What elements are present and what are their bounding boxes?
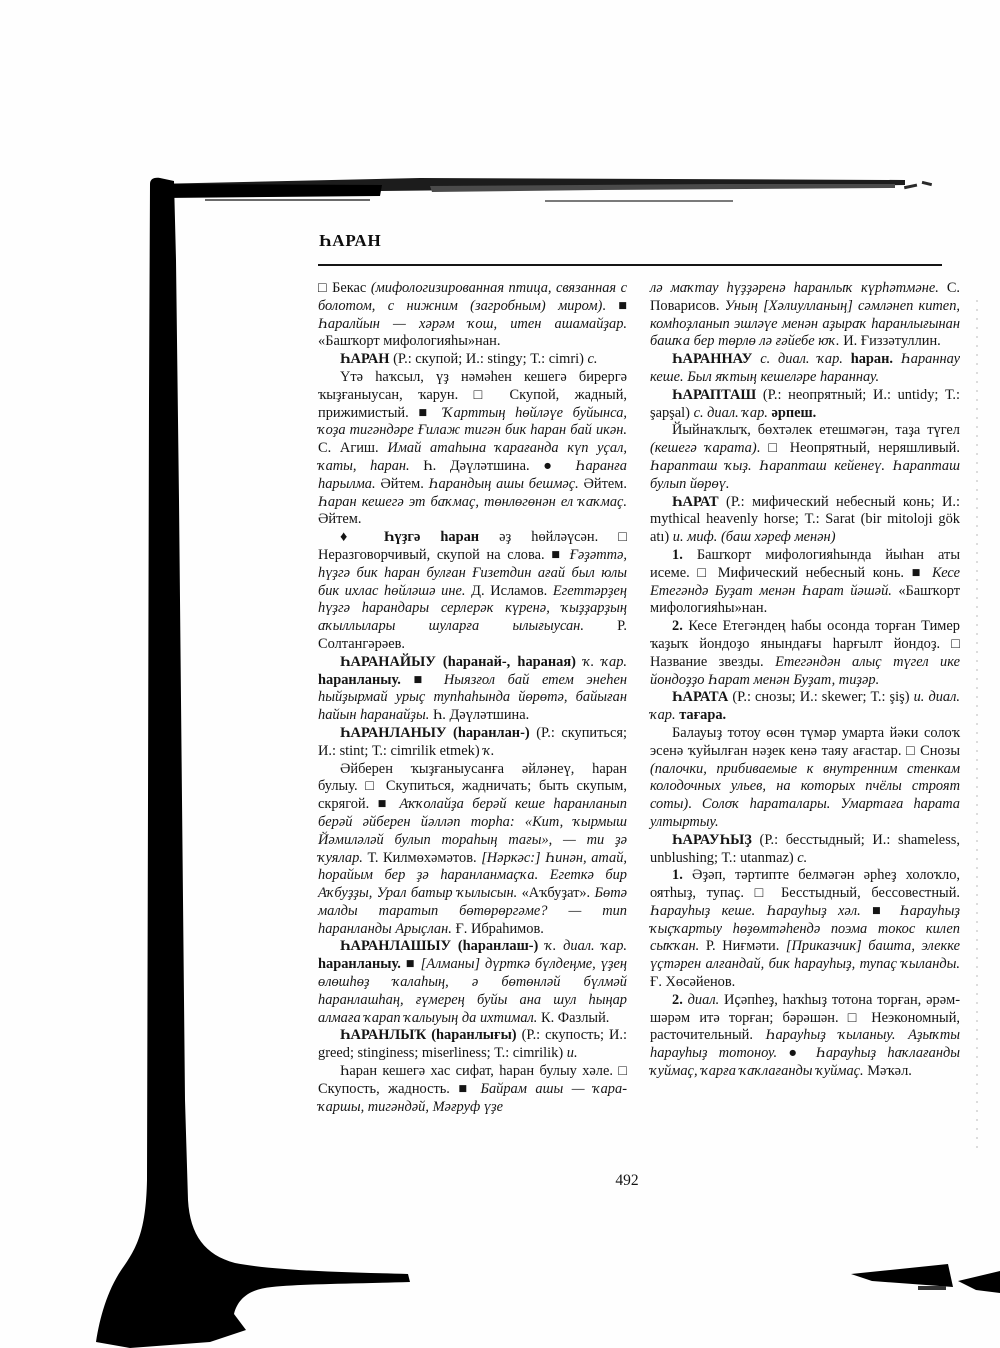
text-run: Ныязғол бай етем энеһен һыйҙырмай урыҫ тупһаһында йөрөтә, байыған һайын һаранайҙы. <box>318 671 627 724</box>
text-run: әрпеш. <box>771 404 817 421</box>
text-run: ҺАРАНЛАШЫУ (һаранлаш-) <box>340 938 546 955</box>
text-run: Уның [Хәлиулланың] сәмләнеп китеп, комһоҙланып эшләүе менән аҙыраҡ һаранлығынан башҡа бер төрлө лә ғәйебе юҡ. <box>650 297 960 350</box>
text-run: ҺАРАТ <box>672 493 719 510</box>
text-run: Һарауһыҙ ҡыҫҡартыу һөҙөмтәһендә поэма токос килеп сыҡҡан. <box>650 902 960 955</box>
text-run: лә маҡтау һүҙҙәренә һаранлыҡ күрһәтмәне. <box>650 280 939 296</box>
text-run: ● <box>777 1045 816 1062</box>
text-run: (Р.: скупость; И.: greed; stinginess; miserliness; Т.: cimrilik) <box>318 1027 627 1062</box>
text-run: К. Фазлый. <box>537 1009 610 1026</box>
text-run: ҡ. диал. ҡар. <box>545 938 627 955</box>
text-run: диал. <box>682 991 720 1008</box>
text-run: Әйтем. <box>578 475 627 492</box>
text-run: һаран. <box>850 351 894 368</box>
header-rule <box>318 264 942 266</box>
text-run: ҺАРАУҺЫҘ <box>672 831 752 848</box>
text-run: . ■ <box>602 297 627 314</box>
bottom-ink-smear <box>851 1264 953 1287</box>
dictionary-paragraph <box>650 689 960 725</box>
text-run: Һарауһыҙ һаҡлағанды ҡуймаҫ, ҡарға ҡаҡлағанды ҡуймаҫ. <box>650 1045 961 1080</box>
text-run: с. диал. ҡар. <box>693 404 772 421</box>
text-run: (Р.: неопрятный; И.: untidy; Т.: şapşal) <box>650 386 960 421</box>
text-run: Имай атаһына ҡарағанда күп уҫал, ҡаты, һаран. <box>318 440 627 474</box>
text-run: Иҫәпһеҙ, һаҡһыҙ тотона торған, әрәм-шәрәм итә торған; бәрәшән. □ Неэкономный, расточительный. <box>650 991 961 1044</box>
text-run: Һ. Дәүләтшина. <box>429 707 530 724</box>
text-run: Һаралйын — хәрәм ҡош, итен ашамайҙар. <box>318 315 627 332</box>
text-run: ҺАРАНЛАНЫУ (һаранлан-) <box>340 724 530 741</box>
text-run: «Башҡорт мифологияһы»нан. <box>650 582 960 617</box>
text-run: Кесе Етегәндең һабы осонда торған Тимер ҡаҙыҡ йондоҙо янындағы һарғылт йондоҙ. □ Название звезды. <box>650 618 960 670</box>
text-run: ҺАРАНАЙЫУ (һаранай-, һараная) <box>340 653 584 670</box>
text-run: (Р.: снозы; И.: skewer; Т.: şiş) <box>728 689 914 706</box>
text-run: «Аҡбуҙат». <box>517 885 595 902</box>
dictionary-paragraph <box>650 725 960 832</box>
dictionary-paragraph <box>318 938 627 1027</box>
text-run: Һаранға һарылма. <box>318 457 627 492</box>
text-run: Ғ. Хөсәйенов. <box>650 974 736 991</box>
text-run: и. миф. (баш хәреф менән) <box>672 529 836 546</box>
text-run: ҡ. <box>483 742 495 759</box>
dictionary-paragraph <box>650 494 960 547</box>
text-run: Аҡҡолайҙа берәй кеше һаранланып берәй әйберен йәлләп торһа: «Кит, ҡырмыш Йәмиләләй булып тораһың тағы», — ти ҙә ҡуялар. <box>318 796 627 866</box>
page-number: 492 <box>615 1172 639 1189</box>
dictionary-paragraph <box>318 280 627 351</box>
text-run: 1. <box>672 546 683 563</box>
dictionary-paragraph <box>318 351 627 369</box>
text-run: с. диал. ҡар. <box>760 351 851 368</box>
text-run: . □ Неопрятный, неряшливый. <box>756 440 960 457</box>
text-run: «Башҡорт мифологияһы»нан. <box>318 333 501 350</box>
text-run: Һарапташ ҡыҙ. Һарапташ кейенеү. Һарапташ булып йөрөү. <box>650 457 960 492</box>
dictionary-paragraph <box>650 992 960 1081</box>
text-run: һаранланыу. <box>318 671 401 688</box>
text-run: ҺАРАН <box>340 351 390 368</box>
text-run <box>893 351 901 367</box>
dictionary-paragraph <box>650 351 960 387</box>
text-run: с. <box>797 849 808 866</box>
dictionary-paragraph <box>318 1027 627 1063</box>
text-run: һаранланыу. <box>318 956 401 973</box>
top-edge-underline <box>545 200 733 202</box>
text-run: Етегәндән алыҫ түгел ике йондоҙҙо Һарат менән Буҙат, тиҙәр. <box>650 653 960 688</box>
bottom-corner-smear <box>958 1271 1000 1293</box>
text-run: тағара. <box>679 707 727 724</box>
text-run: Һ. Дәүләтшина. ● <box>409 457 576 474</box>
text-run: Мәҡәл. <box>863 1063 912 1080</box>
dictionary-paragraph <box>318 654 627 725</box>
text-run: ■ <box>400 671 444 688</box>
right-column <box>650 280 960 1081</box>
text-run: [Приказчик] башта, элекке үҫтәрен алғандай, бик һарауһыҙ, тупаҫ ҡыланды. <box>650 938 961 973</box>
top-edge-underline <box>205 199 370 201</box>
text-run: (Р.: бесстыдный; И.: shameless, unblushing; Т.: utanmaz) <box>650 831 960 866</box>
text-run: Р. Ниғмәти. <box>699 938 786 955</box>
text-run: Һарауһыҙ ҡыланыу. Аҙыҡты һарауһыҙ тотоноу. <box>650 1027 960 1062</box>
text-run: И. Ғиззәтуллин. <box>839 333 941 350</box>
text-run: Әйтем. <box>375 475 429 492</box>
text-run: Байрам ашы — ҡара-ҡаршы, тигәндәй, Мәғруф үҙе <box>318 1080 627 1115</box>
text-run: Һараннау кеше. Был яҡтың кешеләре һараннау. <box>650 351 960 385</box>
text-run: (кешегә ҡарата) <box>650 440 757 457</box>
text-run: [Нәркәс:] Һинән, атай, һорайым бер ҙә һаранланмаҫҡа. Егеткә бир Аҡбуҙҙы, Урал батыр ҡылысын. <box>318 849 627 902</box>
dictionary-paragraph <box>650 422 960 493</box>
top-edge-tick <box>904 184 917 190</box>
text-run: Һаран кешегә эт баҡмаҫ, төнлөгөнән ел ҡаҡмаҫ. <box>318 493 627 510</box>
left-column <box>318 280 627 1116</box>
top-edge-tick <box>922 181 932 186</box>
text-run: Бөтә малды таратып бөтөрөргәме? — тип һаранланды Арыҫлан. <box>318 885 627 937</box>
dictionary-paragraph <box>318 761 627 939</box>
text-run: Һарауһыҙ кеше. Һарауһыҙ хәл. <box>650 902 861 919</box>
text-run: Һарандың ашы бешмәҫ. <box>428 475 579 492</box>
text-run: (Р.: мифический небесный конь; И.: mythical heavenly horse; Т.: Sarat (bir mitoloji gök atı) <box>650 493 960 546</box>
text-run: Т. Килмөхәмәтов. <box>362 849 482 866</box>
text-run: и. <box>566 1045 578 1062</box>
text-run: Егеттәрҙең һүҙгә һарандары серлерәк күренә, ҡыҙҙарҙың аҡыллылары шуларға ылығыусан. <box>318 582 627 635</box>
text-run: Ҡарттың һөйләүе буйынса, ҡоҙа тигәндәре Ғилаж тигән бик һаран бай икән. <box>318 404 627 439</box>
text-run: (Р.: скупиться; И.: stint; Т.: cimrilik etmek) <box>318 724 627 759</box>
bottom-ink-speck <box>918 1286 946 1290</box>
text-run: Солоҡ һараталары. Умартаға һарата ултыртыу. <box>650 796 960 830</box>
text-run: 1. <box>672 867 683 884</box>
dictionary-paragraph <box>318 369 627 529</box>
text-run: С. Поварисов. <box>650 280 961 314</box>
text-run: С. Агиш. <box>318 440 388 457</box>
text-run: Һаран кешегә хас сифат, һаран булыу хәле. □ Скупость, жадность. ■ <box>318 1063 627 1097</box>
text-run: Ғәҙәттә, һүҙгә бик һаран булған Ғизетдин ағай был юлы бик ихлас һөйләшә ине. <box>318 546 627 599</box>
text-run: Үтә һаҡсыл, үҙ нәмәһен кешегә бирергә ҡыҙғаныусан, ҡарун. □ Скупой, жадный, прижимистый. ■ <box>318 368 627 421</box>
text-run: (Р.: скупой; И.: stingy; Т.: cimri) <box>389 351 588 368</box>
text-run: Әйберен ҡыҙғаныусанға әйләнеү, һаран булыу. □ Скупиться, жадничать; быть скупым, скрягой. ■ <box>318 760 627 813</box>
dictionary-paragraph <box>318 529 627 654</box>
text-run: (палочки, прибиваемые к внутренним стенкам колодочных ульев, на которых пчёлы строят соты) <box>650 760 960 813</box>
dictionary-paragraph <box>650 547 960 618</box>
text-run: ҡ. ҡар. <box>583 653 627 670</box>
text-run: [Алманы] дүрткә бүлдеңме, үҙең өлөшһөҙ ҡалаһың, ә бөтөнләй бүлмәй һаранлашһаң, ғүмерең буйы ана шул һыңар алмаға ҡарап ҡалыуың да ихтимал. <box>318 956 627 1026</box>
text-run: с. <box>587 351 598 368</box>
text-run: и. диал. ҡар. <box>650 689 960 724</box>
dictionary-paragraph <box>650 832 960 868</box>
text-run: Р. Солтангәрәев. <box>318 618 627 652</box>
text-run: □ Бекас <box>318 280 371 296</box>
text-run: Кесе Етегәндә Буҙат менән Һарат йәшәй. <box>650 564 960 599</box>
text-run: (мифологизированная птица, связанная с болотом, с нижним (загробным) миром) <box>318 280 627 314</box>
dictionary-paragraph <box>318 725 627 761</box>
text-run: Йыйнаҡлыҡ, бөхтәлек етешмәгән, таҙа түгел <box>672 422 960 439</box>
text-run: Әҙәп, тәртипте белмәгән әрһеҙ холоҡло, оятһыҙ, тупаҫ. □ Бесстыдный, бессовестный. <box>650 867 960 902</box>
text-run: Башҡорт мифологияһында йыһан аты исеме. □ Мифический небесный конь. ■ <box>650 546 960 581</box>
dictionary-paragraph <box>650 280 960 351</box>
top-edge-streak-dark <box>160 184 382 198</box>
text-run: Балауыҙ тотоу өсөн түмәр умарта йәки солоҡ эсенә ҡуйылған нәҙек кенә таяу ағастар. □ Снозы <box>650 724 960 759</box>
text-run: Д. Исламов. <box>465 582 553 599</box>
text-run: әҙ һөйләүсән. □ Неразговорчивый, скупой на слова. ■ <box>318 529 627 563</box>
running-head: ҺАРАН <box>319 231 382 250</box>
text-run: ҺАРАННАУ <box>672 351 761 368</box>
text-run: Һүҙгә һаран <box>383 529 480 546</box>
text-run: ■ <box>860 902 900 919</box>
text-run: ҺАРАТА <box>672 689 729 706</box>
dictionary-paragraph <box>650 387 960 423</box>
text-run: ҺАРАНЛЫҠ (һаранлығы) <box>340 1027 517 1044</box>
text-run: Ғ. Ибраһимов. <box>451 920 544 937</box>
dictionary-paragraph <box>318 1063 627 1116</box>
text-run: 2. <box>672 991 683 1008</box>
text-run: Әйтем. <box>318 511 362 528</box>
text-run: ■ <box>400 956 421 973</box>
text-run: . <box>688 796 702 813</box>
text-run: 2. <box>672 618 683 635</box>
dictionary-paragraph <box>650 618 960 689</box>
dictionary-paragraph <box>650 867 960 992</box>
text-run: ҺАРАПТАШ <box>672 386 757 403</box>
text-run: ♦ <box>340 529 384 546</box>
